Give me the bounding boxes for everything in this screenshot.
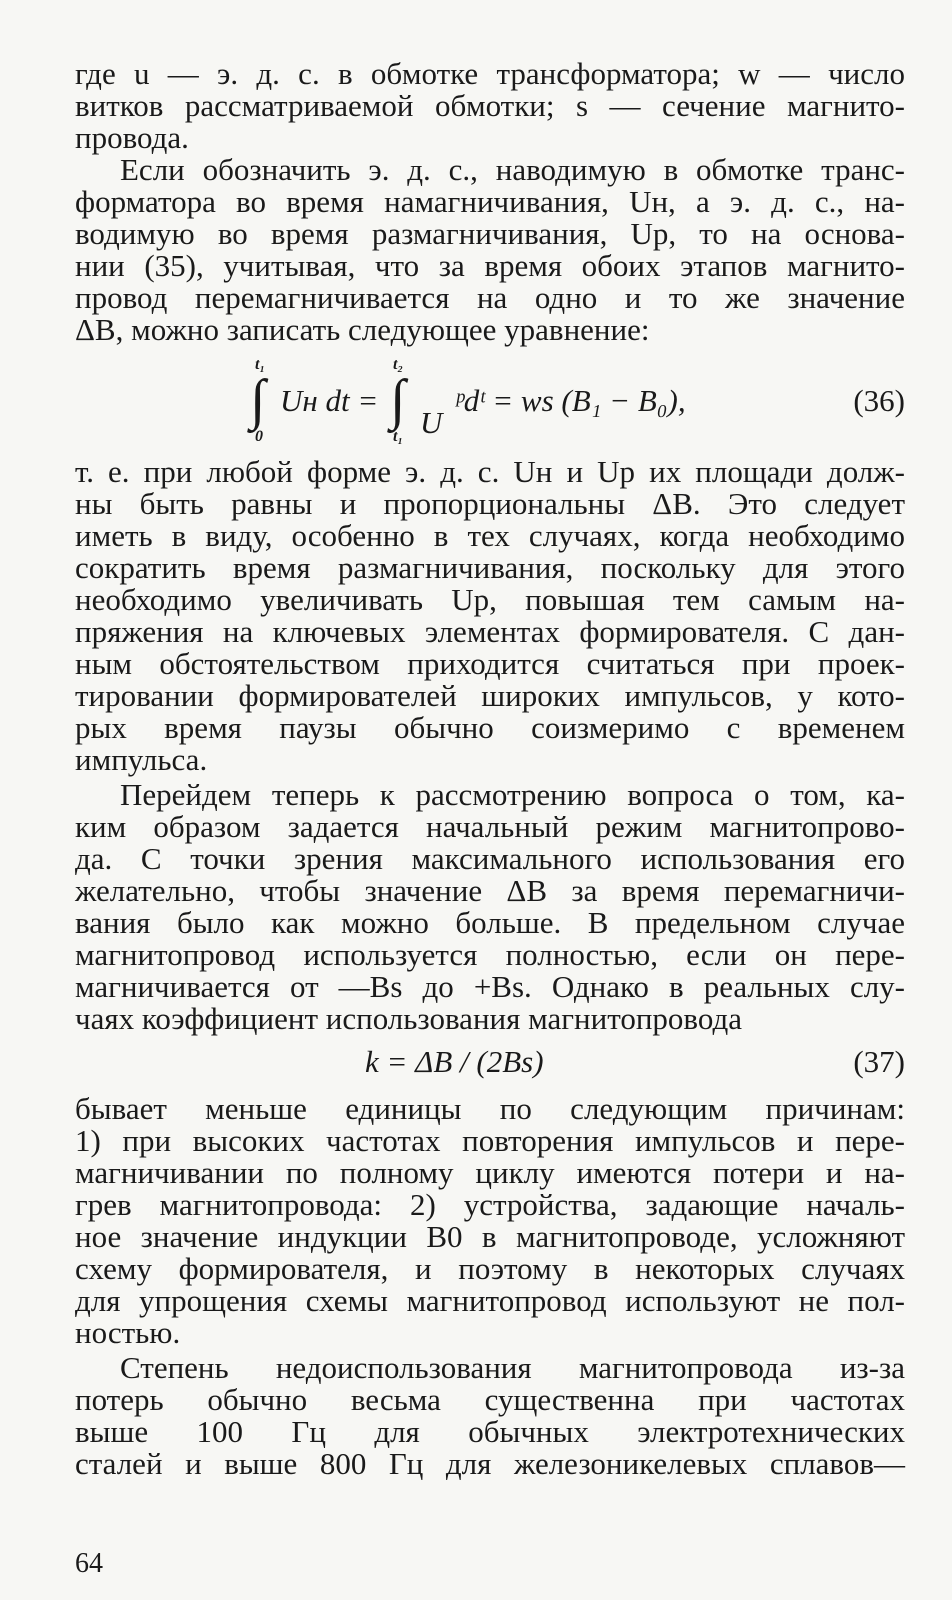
equation-body: k = ΔB / (2Bs) [365,1044,544,1079]
integral-sign-icon: ∫ [250,369,266,431]
text-line: сократить время размагничивания, поскольку для этого [75,550,905,585]
text-line: ностью. [75,1315,181,1350]
integral-lower-limit: t₁ [393,428,404,445]
text-line: схему формирователя, и поэтому в некоторых случаях [75,1251,905,1286]
text-line: чаях коэффициент использования магнитопровода [75,1001,742,1036]
equation-rhs: ᵖdᵗ = ws (B₁ − B₀), [455,383,686,418]
text-line: ное значение индукции B0 в магнитопроводе, усложняют [75,1219,905,1254]
integral-upper-limit: t₁ [255,356,266,373]
text-line: желательно, чтобы значение ΔB за время перемагничи- [75,873,905,908]
text-line: потерь обычно весьма существенна при частотах [75,1382,905,1417]
text-line: грев магнитопровода: 2) устройства, задающие началь- [75,1187,905,1222]
text-line: выше 100 Гц для обычных электротехнических [75,1414,905,1449]
equation-lhs: Uн dt = [280,383,379,418]
page-number: 64 [75,1548,103,1579]
text-line: ным обстоятельством приходится считаться при проек- [75,646,905,681]
text-line: Если обозначить э. д. с., наводимую в обмотке транс- [120,152,905,187]
text-line: провод перемагничивается на одно и то же значение [75,280,905,315]
text-line: водимую во время размагничивания, Uр, то на основа- [75,216,905,251]
text-line: 1) при высоких частотах повторения импульсов и пере- [75,1123,905,1158]
text-line: иметь в виду, особенно в тех случаях, когда необходимо [75,518,905,553]
integral-upper-limit: t₂ [393,356,404,373]
integral-sign-icon: ∫ [390,369,406,431]
text-line: рых время паузы обычно соизмеримо с временем [75,710,905,745]
text-line: ким образом задается начальный режим магнитопрово- [75,809,905,844]
text-line: магничивается от —Bs до +Bs. Однако в реальных слу- [75,969,905,1004]
equation-number: (36) [853,383,905,418]
integral-lower-limit: 0 [255,428,263,445]
equation-rhs-u: U [420,405,443,440]
text-line: нии (35), учитывая, что за время обоих этапов магнито- [75,248,905,283]
text-line: витков рассматриваемой обмотки; s — сечение магнито- [75,88,905,123]
text-line: да. С точки зрения максимального использования его [75,841,905,876]
text-line: ны быть равны и пропорциональны ΔB. Это следует [75,486,905,521]
text-line: форматора во время намагничивания, Uн, а э. д. с., на- [75,184,905,219]
text-line: импульса. [75,742,208,777]
text-line: сталей и выше 800 Гц для железоникелевых сплавов— [75,1446,905,1481]
text-line: необходимо увеличивать Uр, повышая тем самым на- [75,582,905,617]
text-line: вания было как можно больше. В предельном случае [75,905,905,940]
text-line: т. е. при любой форме э. д. с. Uн и Uр их площади долж- [75,454,905,489]
text-line: для упрощения схемы магнитопровод используют не пол- [75,1283,905,1318]
text-line: магничивании по полному циклу имеются потери и на- [75,1155,905,1190]
text-line: ΔB, можно записать следующее уравнение: [75,312,650,347]
text-line: Перейдем теперь к рассмотрению вопроса о том, ка- [120,777,905,812]
text-line: Степень недоиспользования магнитопровода из-за [120,1350,905,1385]
equation-number: (37) [853,1044,905,1079]
text-line: магнитопровод используется полностью, если он пере- [75,937,905,972]
text-line: провода. [75,120,189,155]
text-line: бывает меньше единицы по следующим причинам: [75,1091,905,1126]
text-line: где u — э. д. с. в обмотке трансформатора; w — число [75,56,905,91]
text-line: тировании формирователей широких импульсов, у кото- [75,678,905,713]
text-line: пряжения на ключевых элементах формирователя. С дан- [75,614,905,649]
